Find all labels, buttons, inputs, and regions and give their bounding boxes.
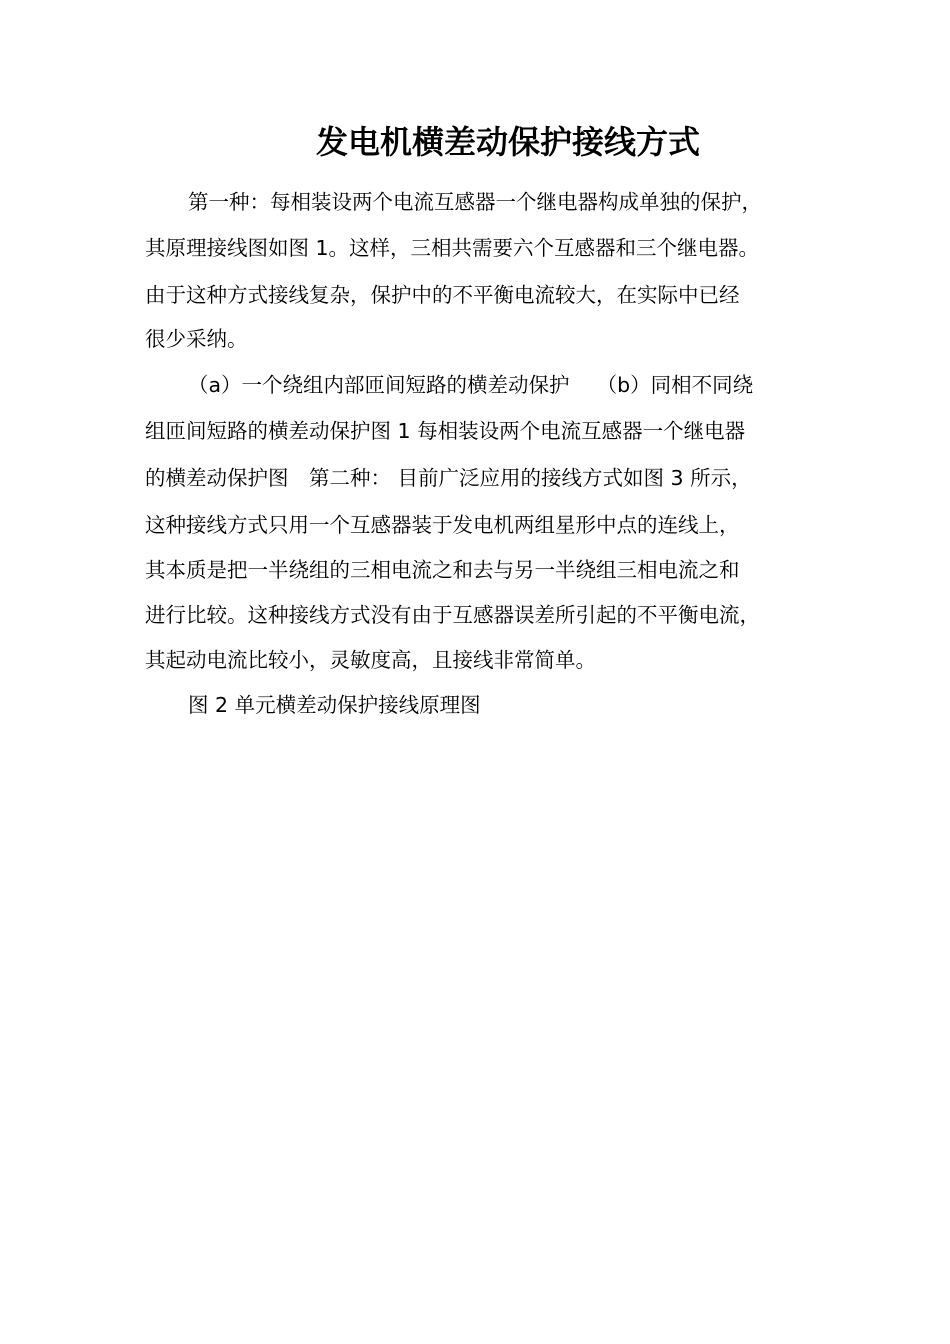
paragraph-line-5: （a）一个绕组内部匝间短路的横差动保护 （b）同相不同绕 [188, 373, 754, 397]
paragraph-line-1: 第一种：每相装设两个电流互感器一个继电器构成单独的保护， [188, 190, 762, 214]
paragraph-line-9: 其本质是把一半绕组的三相电流之和去与另一半绕组三相电流之和 [145, 558, 740, 582]
paragraph-line-7: 的横差动保护图 第二种： 目前广泛应用的接线方式如图 3 所示， [145, 466, 752, 490]
paragraph-line-10: 进行比较。这种接线方式没有由于互感器误差所引起的不平衡电流， [145, 603, 760, 627]
paragraph-line-8: 这种接线方式只用一个互感器装于发电机两组星形中点的连线上， [145, 513, 740, 537]
paragraph-line-3: 由于这种方式接线复杂，保护中的不平衡电流较大，在实际中已经 [145, 283, 740, 307]
paragraph-line-2: 其原理接线图如图 1。这样，三相共需要六个互感器和三个继电器。 [145, 236, 760, 260]
document-title: 发电机横差动保护接线方式 [315, 123, 700, 161]
figure-caption: 图 2 单元横差动保护接线原理图 [188, 693, 481, 717]
paragraph-line-4: 很少采纳。 [145, 327, 248, 351]
paragraph-line-11: 其起动电流比较小，灵敏度高，且接线非常简单。 [145, 648, 596, 672]
paragraph-line-6: 组匝间短路的横差动保护图 1 每相装设两个电流互感器一个继电器 [145, 419, 746, 443]
